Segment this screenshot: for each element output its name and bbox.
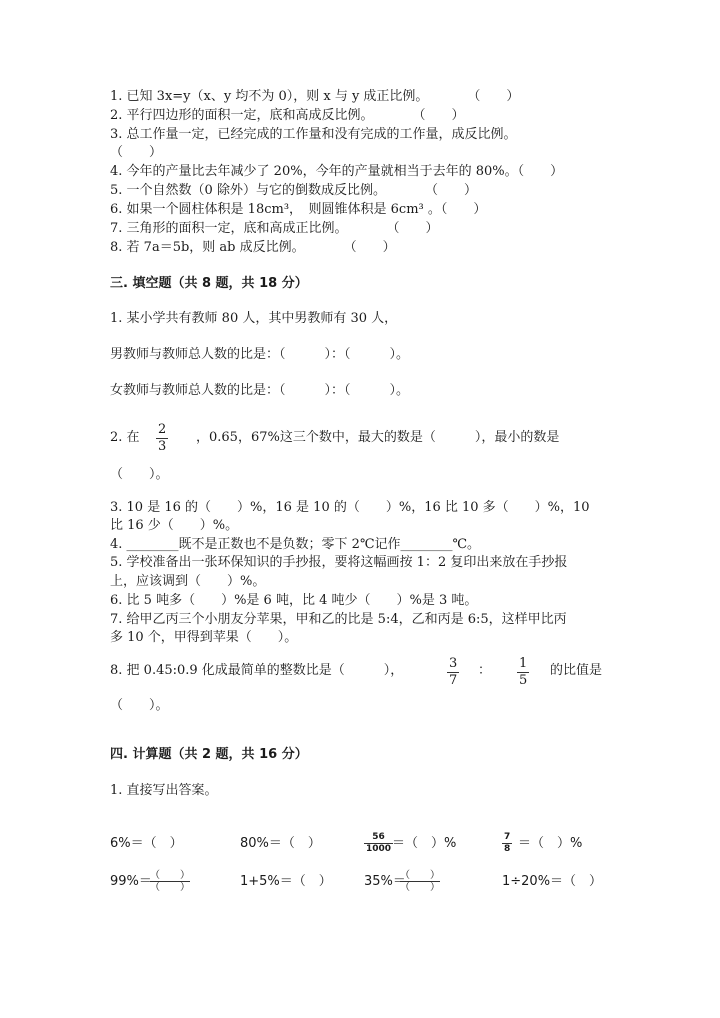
fill-q5-a: 5. 学校准备出一张环保知识的手抄报，要将这幅画按 1：2 复印出来放在手抄报 bbox=[110, 555, 568, 570]
fill-q4: 4. ________既不是正数也不是负数；零下 2℃记作________℃。 bbox=[110, 537, 481, 552]
calc-fraction-1000-den: 1000 bbox=[366, 844, 392, 854]
fill-q5-b: 上，应该调到（ ）%。 bbox=[110, 574, 266, 589]
judge-item-3-blank: （ ） bbox=[110, 145, 163, 160]
judge-item-2: 2. 平行四边形的面积一定，底和高成反比例。 （ ） bbox=[110, 108, 465, 123]
fill-q1-female-ratio: 女教师与教师总人数的比是：（ ）：（ ）。 bbox=[110, 383, 410, 398]
fill-q8-post: 的比值是 bbox=[550, 663, 603, 678]
calc-1-plus-5-percent: 1+5%＝（ ） bbox=[240, 874, 332, 889]
fill-q7-a: 7. 给甲乙丙三个小朋友分苹果，甲和乙的比是 5:4，乙和丙是 6:5，这样甲比丙 bbox=[110, 612, 567, 627]
calc-35-blank-num: （ ） bbox=[400, 870, 440, 881]
fill-q8-pre: 8. 把 0.45:0.9 化成最简单的整数比是（ ）， bbox=[110, 663, 404, 678]
calc-6-percent: 6%＝（ ） bbox=[110, 836, 183, 851]
fill-q8-colon: ： bbox=[478, 663, 492, 678]
judge-item-5: 5. 一个自然数（0 除外）与它的倒数成反比例。 （ ） bbox=[110, 183, 477, 198]
calc-35-percent: 35%＝ bbox=[364, 874, 406, 889]
fill-q8-fraction-1 bbox=[447, 656, 459, 689]
fill-q8-fraction-2-den: 5 bbox=[519, 673, 528, 688]
fill-q2-fraction-den: 3 bbox=[158, 439, 167, 454]
calc-99-blank-den: （ ） bbox=[150, 882, 190, 893]
fill-q2-fraction bbox=[156, 422, 168, 455]
calc-99-percent: 99%＝ bbox=[110, 874, 152, 889]
calc-99-blank-num: （ ） bbox=[150, 870, 190, 881]
calc-35-percent-blank-fraction bbox=[400, 870, 440, 893]
fill-q8-fraction-1-den: 7 bbox=[449, 673, 458, 688]
calc-99-percent-blank-fraction bbox=[150, 870, 190, 893]
judge-item-4: 4. 今年的产量比去年减少了 20%，今年的产量就相当于去年的 80%。（ ） bbox=[110, 164, 564, 179]
judge-item-8: 8. 若 7a＝5b，则 ab 成反比例。 （ ） bbox=[110, 240, 396, 255]
fill-q2-post: ，0.65，67%这三个数中，最大的数是（ ），最小的数是 bbox=[196, 430, 560, 445]
fill-q8-tail: （ ）。 bbox=[110, 698, 169, 713]
fill-q6: 6. 比 5 吨多（ ）%是 6 吨，比 4 吨少（ ）%是 3 吨。 bbox=[110, 593, 478, 608]
section-4-title: 四. 计算题（共 2 题，共 16 分） bbox=[110, 747, 308, 762]
section-3-title: 三. 填空题（共 8 题，共 18 分） bbox=[110, 276, 308, 291]
calc-56-1000-answer: ＝（ ）% bbox=[392, 836, 457, 851]
judge-item-7: 7. 三角形的面积一定，底和高成正比例。 （ ） bbox=[110, 221, 439, 236]
calc-fraction-56-num: 56 bbox=[364, 832, 393, 844]
fill-q8-fraction-2-num: 1 bbox=[519, 656, 528, 671]
judge-item-6: 6. 如果一个圆柱体积是 18cm³， 则圆锥体积是 6cm³ 。（ ） bbox=[110, 202, 487, 217]
calc-fraction-7-8 bbox=[502, 832, 512, 855]
calc-7-8-answer: ＝（ ）% bbox=[518, 836, 583, 851]
fill-q3-b: 比 16 少（ ）%。 bbox=[110, 518, 239, 533]
calc-1-div-20-percent: 1÷20%＝（ ） bbox=[502, 874, 603, 889]
fill-q8-fraction-2 bbox=[517, 656, 529, 689]
judge-item-3: 3. 总工作量一定，已经完成的工作量和没有完成的工作量，成反比例。 bbox=[110, 127, 517, 142]
calc-fraction-7-num: 7 bbox=[504, 832, 511, 842]
fill-q1: 1. 某小学共有教师 80 人，其中男教师有 30 人， bbox=[110, 311, 398, 326]
calc-35-blank-den: （ ） bbox=[400, 882, 440, 893]
fill-q2-pre: 2. 在 bbox=[110, 430, 140, 445]
calc-80-percent: 80%＝（ ） bbox=[240, 836, 321, 851]
fill-q7-b: 多 10 个，甲得到苹果（ ）。 bbox=[110, 630, 298, 645]
calc-q1: 1. 直接写出答案。 bbox=[110, 783, 218, 798]
fill-q8-fraction-1-num: 3 bbox=[449, 656, 458, 671]
judge-item-1: 1. 已知 3x=y（x、y 均不为 0），则 x 与 y 成正比例。 （ ） bbox=[110, 89, 520, 104]
fill-q2-tail: （ ）。 bbox=[110, 467, 169, 482]
fill-q1-male-ratio: 男教师与教师总人数的比是：（ ）：（ ）。 bbox=[110, 347, 410, 362]
calc-fraction-8-den: 8 bbox=[504, 844, 511, 854]
calc-fraction-56-1000 bbox=[364, 832, 393, 855]
fill-q3-a: 3. 10 是 16 的（ ）%，16 是 10 的（ ）%，16 比 10 多（ ）%，10 bbox=[110, 500, 590, 515]
fill-q2-fraction-num: 2 bbox=[158, 422, 167, 437]
